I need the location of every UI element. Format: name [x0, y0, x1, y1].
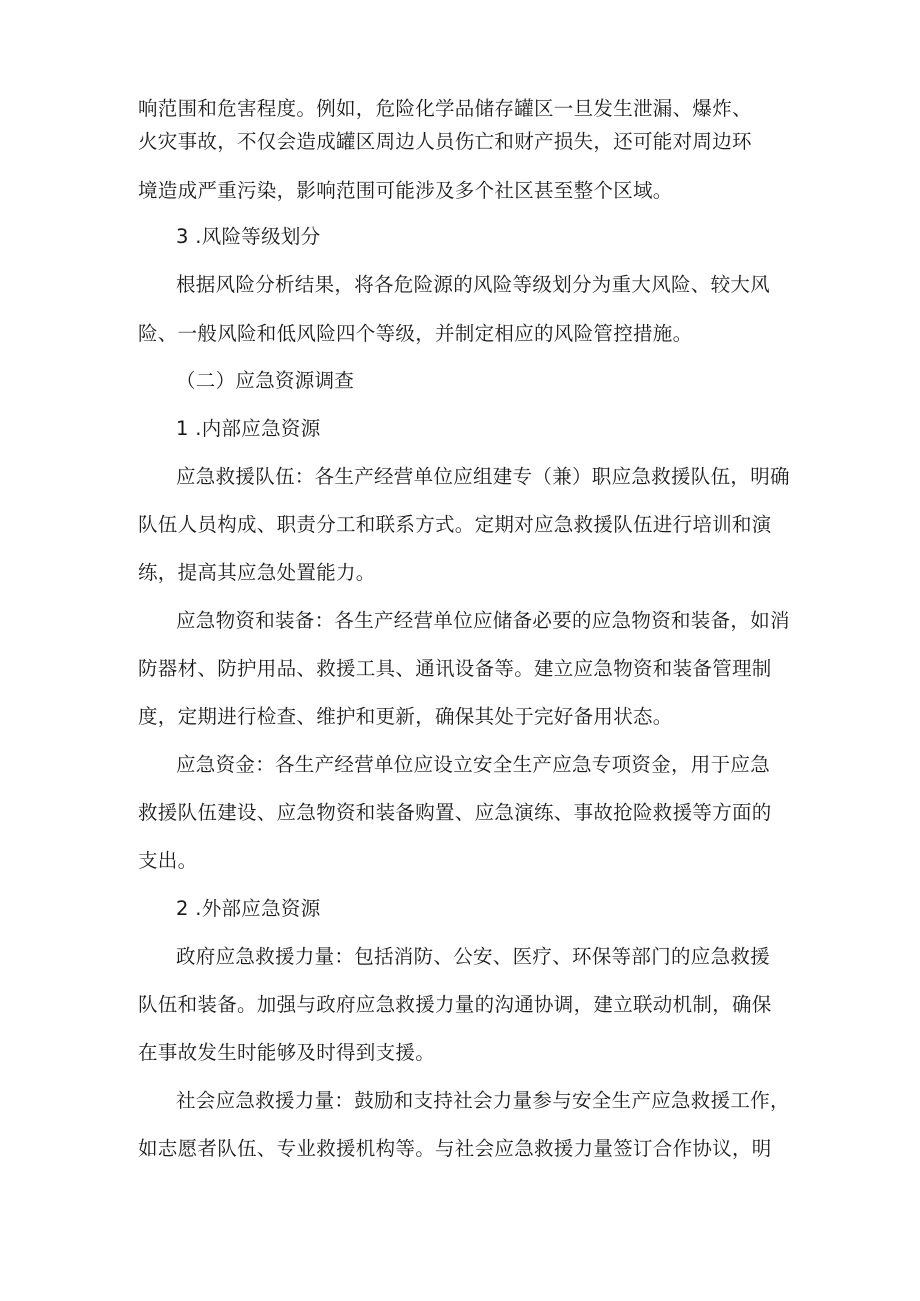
text-line: 如志愿者队伍、专业救援机构等。与社会应急救援力量签订合作协议，明 [138, 1137, 772, 1160]
text-line: 队伍和装备。加强与政府应急救援力量的沟通协调，建立联动机制，确保 [138, 993, 772, 1016]
text-line: 火灾事故，不仅会造成罐区周边人员伤亡和财产损失，还可能对周边环 [138, 130, 752, 153]
subsection-heading: 1 .内部应急资源 [176, 417, 321, 440]
text-line: 队伍人员构成、职责分工和联系方式。定期对应急救援队伍进行培训和演 [138, 513, 772, 536]
section-heading: （二）应急资源调查 [176, 369, 355, 392]
text-line: 练，提高其应急处置能力。 [138, 561, 376, 584]
subsection-heading: 2 .外部应急资源 [176, 897, 321, 920]
paragraph-first-line: 应急救援队伍：各生产经营单位应组建专（兼）职应急救援队伍，明确 [176, 465, 790, 488]
section-heading: 3 .风险等级划分 [176, 225, 321, 248]
paragraph-first-line: 应急物资和装备：各生产经营单位应储备必要的应急物资和装备，如消 [176, 609, 790, 632]
text-line: 险、一般风险和低风险四个等级，并制定相应的风险管控措施。 [138, 322, 693, 345]
text-line: 境造成严重污染，影响范围可能涉及多个社区甚至整个区域。 [138, 179, 673, 202]
paragraph-first-line: 政府应急救援力量：包括消防、公安、医疗、环保等部门的应急救援 [176, 945, 771, 968]
text-line: 救援队伍建设、应急物资和装备购置、应急演练、事故抢险救援等方面的 [138, 801, 772, 824]
paragraph-first-line: 应急资金：各生产经营单位应设立安全生产应急专项资金，用于应急 [176, 753, 771, 776]
text-line: 支出。 [138, 849, 198, 872]
text-line: 防器材、防护用品、救援工具、通讯设备等。建立应急物资和装备管理制 [138, 657, 772, 680]
text-line: 响范围和危害程度。例如，危险化学品储存罐区一旦发生泄漏、爆炸、 [138, 97, 752, 120]
text-line: 在事故发生时能够及时得到支援。 [138, 1041, 436, 1064]
paragraph-first-line: 根据风险分析结果，将各危险源的风险等级划分为重大风险、较大风 [176, 273, 771, 296]
paragraph-first-line: 社会应急救援力量：鼓励和支持社会力量参与安全生产应急救援工作， [176, 1089, 790, 1112]
text-line: 度，定期进行检查、维护和更新，确保其处于完好备用状态。 [138, 705, 673, 728]
